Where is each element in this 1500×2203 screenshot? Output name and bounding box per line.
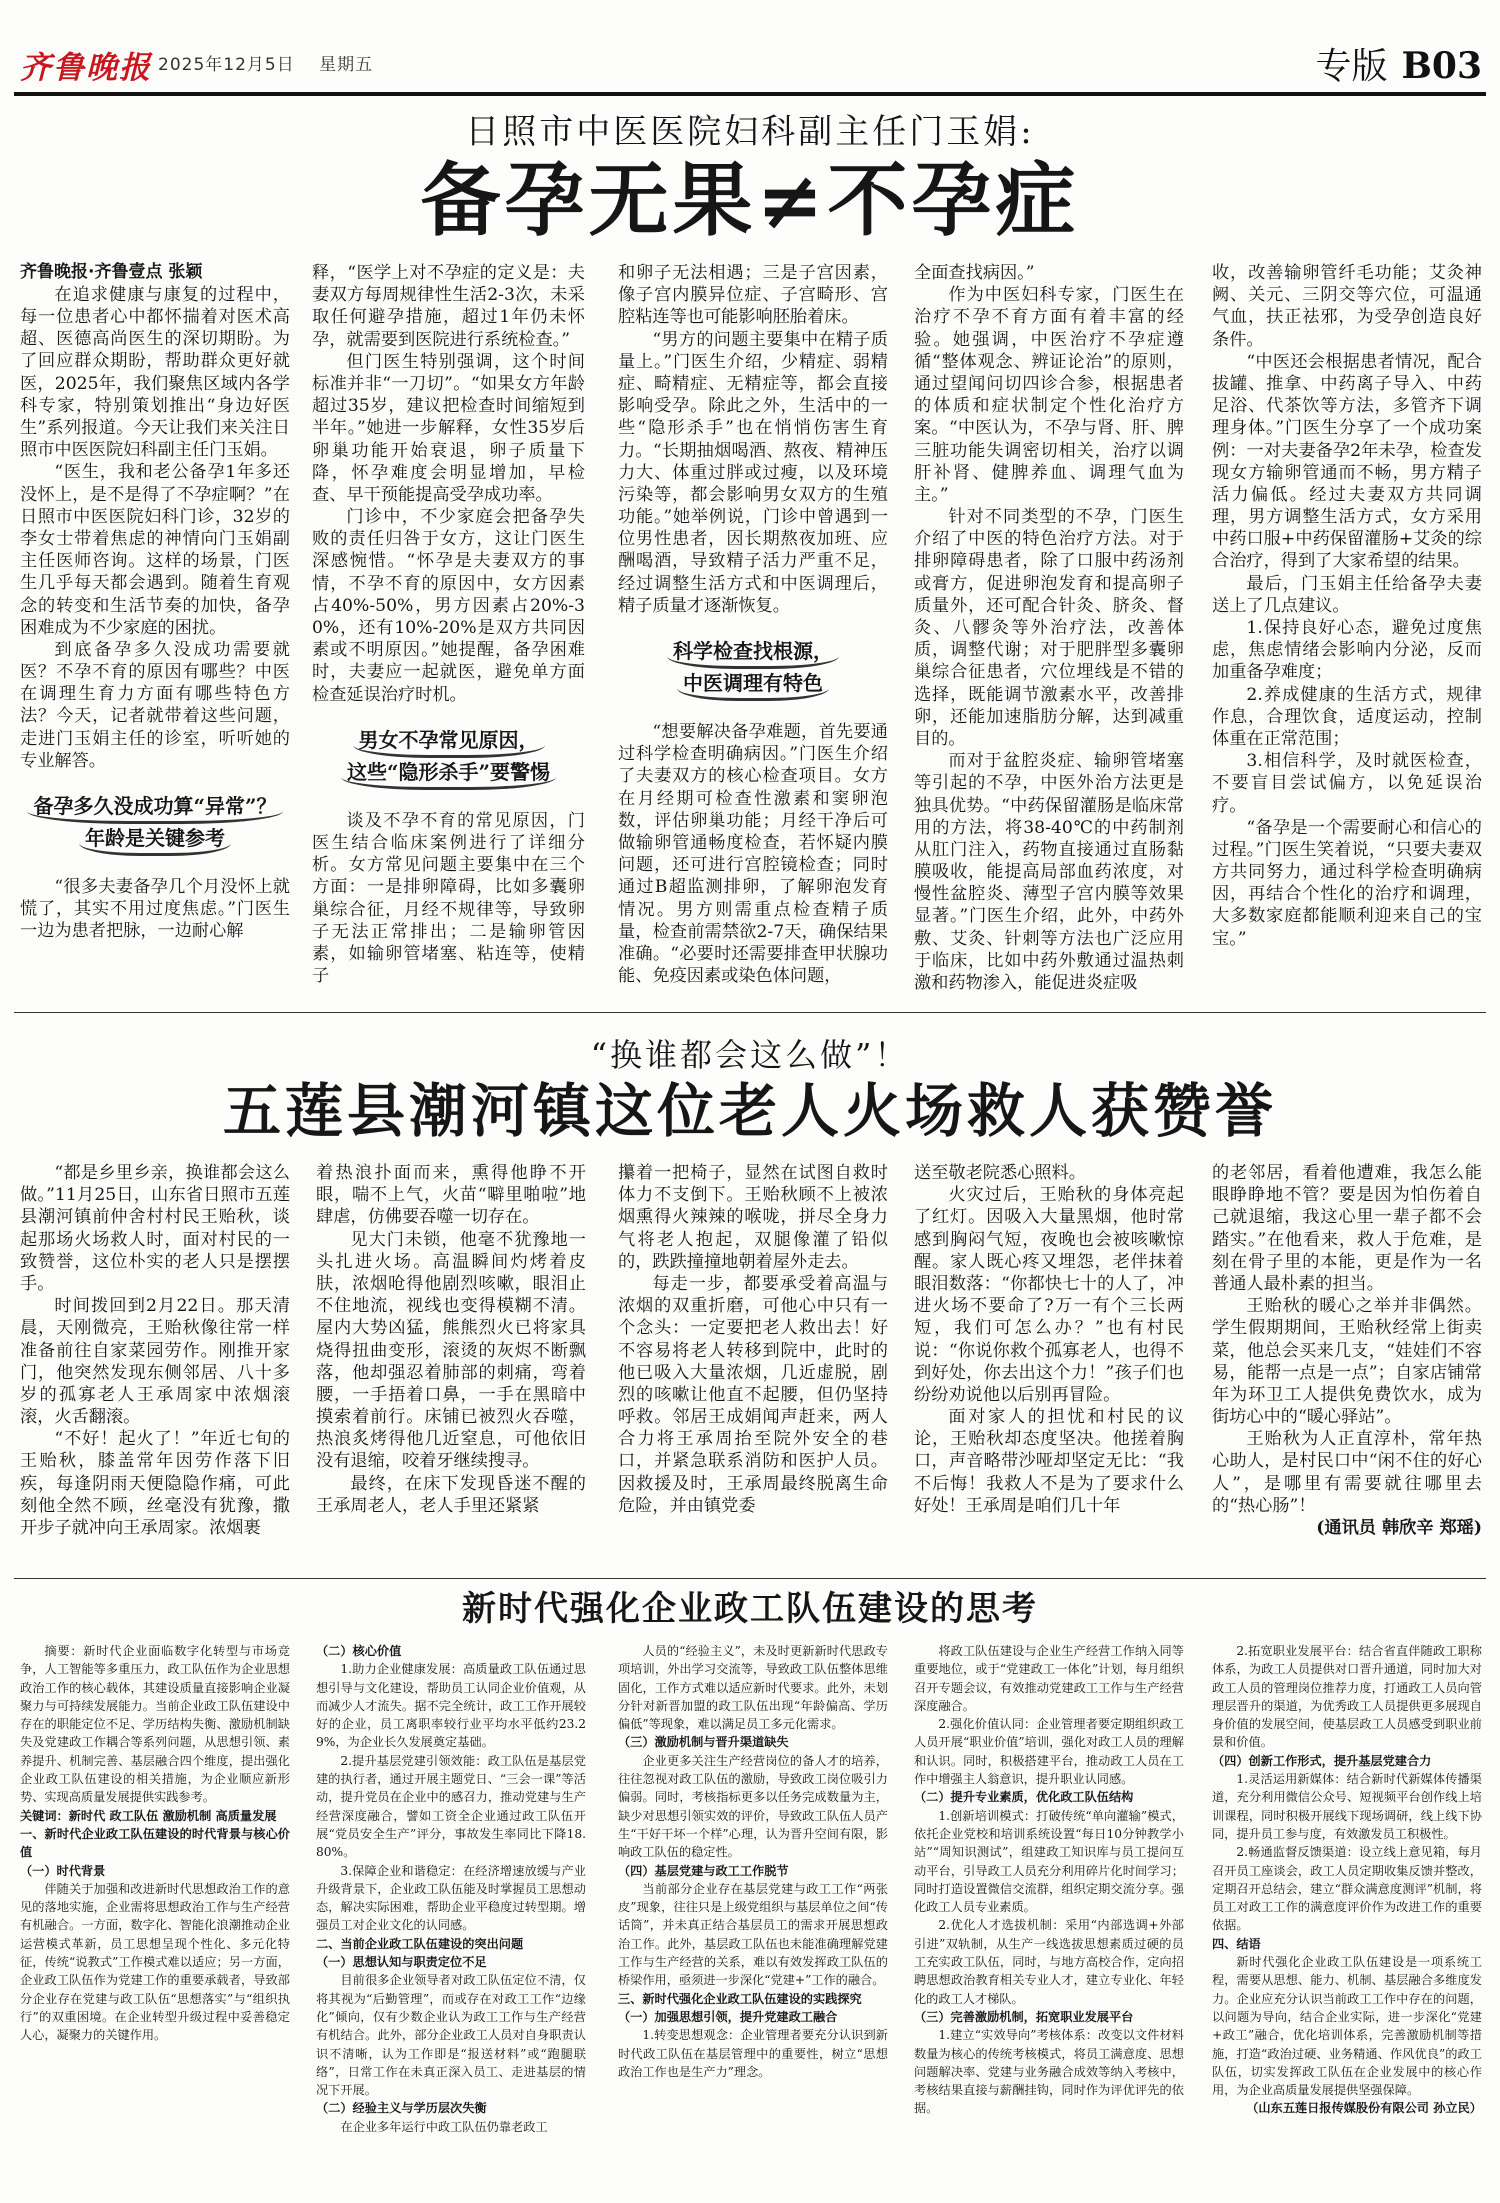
paragraph: 新时代强化企业政工队伍建设是一项系统工程，需要从思想、能力、机制、基层融合多维度发力。企业应充分认识当前政工工作中存在的问题，以问题为导向，结合企业实际，进一步深化“党建+政工”融合，优化培训体系，完善激励机制等措施，打造“政治过硬、业务精通、作风优良”的政工队伍，切实发挥政工队伍在企业发展中的核心作用，为企业高质量发展提供坚强保障。 <box>1212 1955 1482 2098</box>
article3-column-4 <box>914 1642 1184 2192</box>
subhead-line: 中医调理有特色 <box>677 669 829 701</box>
paragraph: 作为中医妇科专家，门医生在治疗不孕不育方面有着丰富的经验。她强调，中医治疗不孕症遵循“整体观念、辨证论治”的原则，通过望闻问切四诊合参，根据患者的体质和症状制定个性化治疗方案。“中医认为，不孕与肾、肝、脾三脏功能失调密切相关，治疗以调肝补肾、健脾养血、调理气血为主。” <box>914 285 1184 505</box>
paragraph: 王贻秋的暖心之举并非偶然。学生假期期间，王贻秋经常上街卖菜，他总会买来几支，“娃娃们不容易，能帮一点是一点”；自家店铺常年为环卫工人提供免费饮水，成为街坊心中的“暖心驿站”。 <box>1212 1296 1482 1428</box>
paragraph: 和卵子无法相遇；三是子宫因素，像子宫内膜异位症、子宫畸形、宫腔粘连等也可能影响胚胎着床。 <box>618 263 888 328</box>
article2-headline: 五莲县潮河镇这位老人火场救人获赞誉 <box>222 1077 1277 1145</box>
paragraph: 2.养成健康的生活方式，规律作息，合理饮食，适度运动，控制体重在正常范围； <box>1212 684 1482 749</box>
paragraph: 1.创新培训模式：打破传统“单向灌输”模式，依托企业党校和培训系统设置“每日10分钟教学小站”“周知识测试”，组建政工知识库与员工提问互动平台，引导政工人员充分利用碎片化时间学习；同时打造设置微信交流群，组织定期交流分享。强化政工人员专业素质。 <box>914 1808 1184 1915</box>
article1-byline: 齐鲁晚报·齐鲁壹点 张颖 <box>20 262 203 282</box>
section-heading: （四）基层党建与政工工作脱节 <box>618 1863 789 1878</box>
paragraph: 1.助力企业健康发展：高质量政工队伍通过思想引导与文化建设，帮助员工认同企业价值观，从而减少人才流失。据不完全统计，政工工作开展较好的企业，员工离职率较行业平均水平低约23.29%，为企业长久发展奠定基础。 <box>316 1662 586 1750</box>
issue-weekday: 星期五 <box>319 55 374 75</box>
subhead-line: 这些“隐形杀手”要警惕 <box>341 758 556 790</box>
section-heading: 三、新时代强化企业政工队伍建设的实践探究 <box>618 1991 862 2006</box>
paragraph: 1.建立“实效导向”考核体系：改变以文件材料数量为核心的传统考核模式，将员工满意度、思想问题解决率、党建与业务融合成效等纳入考核中，考核结果直接与薪酬挂钩，同时作为评优评先的依据。 <box>914 2028 1184 2116</box>
subhead-line: 科学检查找根源， <box>667 637 839 669</box>
article3-column-5 <box>1212 1642 1482 2192</box>
paragraph: 时间拨回到2月22日。那天清晨，天刚微亮，王贻秋像往常一样准备前往自家菜园劳作。刚推开家门，他突然发现东侧邻居、八十多岁的孤寡老人王承周家中浓烟滚滚，火舌翻滚。 <box>20 1296 290 1428</box>
paragraph: “中医还会根据患者情况，配合拔罐、推拿、中药离子导入、中药足浴、代茶饮等方法，多管齐下调理身体。”门医生分享了一个成功案例：一对夫妻备孕2年未孕，检查发现女方输卵管通而不畅，男方精子活力偏低。经过夫妻双方共同调理，男方调整生活方式，女方采用中药口服+中药保留灌肠+艾灸的综合治疗，得到了大家希望的结果。 <box>1212 351 1482 572</box>
paragraph: 全面查找病因。” <box>914 263 1035 283</box>
section-heading: （一）加强思想引领，提升党建政工融合 <box>618 2009 838 2024</box>
article2-column-4 <box>914 1162 1184 1572</box>
article2-column-3 <box>618 1162 888 1572</box>
paragraph: 3.相信科学，及时就医检查，不要盲目尝试偏方，以免延误治疗。 <box>1212 751 1482 816</box>
subhead-line: 男女不孕常见原因， <box>353 726 545 758</box>
article3-headline: 新时代强化企业政工队伍建设的思考 <box>462 1589 1038 1629</box>
section-divider <box>14 1578 1486 1579</box>
section-heading: 四、结语 <box>1212 1936 1261 1951</box>
page-number: B03 <box>1401 45 1482 87</box>
article2-column-1 <box>20 1162 290 1572</box>
paragraph: “都是乡里乡亲，换谁都会这么做。”11月25日，山东省日照市五莲县潮河镇前仲舍村村民王贻秋，谈起那场火场救人时，面对村民的一致赞誉，这位朴实的老人只是摆摆手。 <box>20 1163 290 1294</box>
paragraph: 伴随关于加强和改进新时代思想政治工作的意见的落地实施，企业需将思想政治工作与生产经营有机融合。一方面，数字化、智能化浪潮推动企业运营模式革新，员工思想呈现个性化、多元化特征，传统“说教式”工作模式难以适应；另一方面，企业政工队伍作为党建工作的重要承载者，导致部分企业存在党建与政工队伍“思想落实”与“组织执行”的双重困境。在企业转型升级过程中妥善稳定人心，凝聚力的关键作用。 <box>20 1881 290 2043</box>
article2-column-5 <box>1212 1162 1482 1572</box>
paragraph: 火灾过后，王贻秋的身体亮起了红灯。因吸入大量黑烟，他时常感到胸闷气短，夜晚也会被咳嗽惊醒。家人既心疼又埋怨，老伴抹着眼泪数落：“你都快七十的人了，冲进火场不要命了?万一有个三长两短，我们可怎么办？”也有村民说：“你说你救个孤寡老人，也得不到好处，你去出这个力！”孩子们也纷纷劝说他以后别再冒险。 <box>914 1185 1184 1405</box>
article1-column-1 <box>20 262 290 998</box>
paragraph: “想要解决备孕难题，首先要通过科学检查明确病因。”门医生介绍了夫妻双方的核心检查项目。女方在月经期可检查性激素和窦卵泡数，评估卵巢功能；月经干净后可做输卵管通畅度检查，若怀疑内膜问题，还可进行宫腔镜检查；同时通过B超监测排卵，了解卵泡发育情况。男方则需重点检查精子质量，检查前需禁欲2-7天，确保结果准确。“必要时还需要排查甲状腺功能、免疫因素或染色体问题， <box>618 722 888 987</box>
section-heading: （三）激励机制与晋升渠道缺失 <box>618 1735 789 1750</box>
masthead-info <box>158 50 391 75</box>
paragraph: 王贻秋为人正直淳朴，常年热心助人，是村民口中“闲不住的好心人”，是哪里有需要就往哪里去的“热心肠”！ <box>1212 1429 1482 1516</box>
paragraph: 谈及不孕不育的常见原因，门医生结合临床案例进行了详细分析。女方常见问题主要集中在三个方面：一是排卵障碍，比如多囊卵巢综合征，月经不规律等，导致卵子无法正常排出；二是输卵管因素，如输卵管堵塞、粘连等，使精子 <box>312 810 585 987</box>
article1-column-4 <box>914 262 1184 998</box>
paragraph: 当前部分企业存在基层党建与政工工作“两张皮”现象，往往只是上级党组织与基层单位之间“传话筒”，并未真正结合基层员工的需求开展思想政治工作。此外，基层政工队伍也未能准确理解党建工作与生产经营的关系，难以有效发挥政工队伍的桥梁作用，亟须进一步深化“党建+”工作的融合。 <box>618 1881 888 1988</box>
paragraph: 最终，在床下发现昏迷不醒的王承周老人，老人手里还紧紧 <box>316 1473 586 1516</box>
paragraph: 2.提升基层党建引领效能：政工队伍是基层党建的执行者，通过开展主题党日、“三会一课”等活动，提升党员在企业中的感召力，推动党建与生产经营深度融合，譬如工资全企业通过政工队伍开展“党员安全生产”评分，事故发生率同比下降18.80%。 <box>316 1753 586 1860</box>
paragraph: 2.强化价值认同：企业管理者要定期组织政工人员开展“职业价值”培训，强化对政工人员的理解和认识。同时，积极搭建平台，推动政工人员在工作中增强主人翁意识，提升职业认同感。 <box>914 1717 1184 1787</box>
section-name: 专版 <box>1315 46 1388 87</box>
paragraph: “不好！起火了！”年近七旬的王贻秋，膝盖常年因劳作落下旧疾，每逢阴雨天便隐隐作痛，可此刻他全然不顾，丝毫没有犹豫，撒开步子就冲向王承周家。浓烟裹 <box>20 1429 290 1538</box>
paragraph: 目前很多企业领导者对政工队伍定位不清，仅将其视为“后勤管理”，而或存在对政工工作“边缘化”倾向，仅有少数企业认为政工工作与生产经营有机结合。此外，部分企业政工人员对自身职责认识不清晰，认为工作即是“报送材料”或“跑腿联络”，日常工作在未真正深入员工、走进基层的情况下开展。 <box>316 1973 586 2098</box>
issue-date: 2025年12月5日 <box>158 55 295 75</box>
article2-author: (通讯员 韩欣辛 郑瑶) <box>1316 1518 1482 1538</box>
paragraph: 攥着一把椅子，显然在试图自救时体力不支倒下。王贻秋顾不上被浓烟熏得火辣辣的喉咙，拼尽全身力气将老人抱起，双腿像灌了铅似的，跌跌撞撞地朝着屋外走去。 <box>618 1163 888 1272</box>
paragraph: 3.保障企业和谐稳定：在经济增速放缓与产业升级背景下，企业政工队伍能及时掌握员工思想动态，解决实际困难，帮助企业平稳度过转型期。增强员工对企业文化的认同感。 <box>316 1863 586 1933</box>
article2-column-2 <box>316 1162 586 1572</box>
article3-author: （山东五莲日报传媒股份有限公司 孙立民） <box>1246 2101 1482 2116</box>
newspaper-logo: 齐鲁晚报 <box>20 50 152 86</box>
paragraph: 企业更多关注生产经营岗位的备人才的培养，往往忽视对政工队伍的激励，导致政工岗位吸引力偏弱。同时，考核指标更多以任务完成数量为主，缺少对思想引领实效的评价，导致政工队伍人员产生“干好干坏一个样”心理，认为晋升空间有限，影响政工队伍的稳定性。 <box>618 1753 888 1860</box>
section-heading: （二）核心价值 <box>316 1644 402 1658</box>
paragraph: 摘要：新时代企业面临数字化转型与市场竞争，人工智能等多重压力，政工队伍作为企业思想政治工作的核心载体，其建设质量直接影响企业凝聚力与可持续发展能力。当前企业政工队伍建设中存在的职能定位不足、学历结构失衡、激励机制缺失及党建政工作耦合等系列问题，从思想引领、素养提升、机制完善、基层融合四个维度，提出强化企业政工队伍建设的相关措施，为企业顺应新形势、实现高质量发展提供实践参考。 <box>20 1644 290 1805</box>
paragraph: 人员的“经验主义”，未及时更新新时代思政专项培训，外出学习交流等，导致政工队伍整体思维固化，工作方式难以适应新时代要求。此外，未划分针对新晋加盟的政工队伍出现“年龄偏高、学历偏低”等现象，难以满足员工多元化需求。 <box>618 1644 888 1732</box>
paragraph: 见大门未锁，他毫不犹豫地一头扎进火场。高温瞬间灼烤着皮肤，浓烟呛得他剧烈咳嗽，眼泪止不住地流，视线也变得模糊不清。屋内大势凶猛，熊熊烈火已将家具烧得扭曲变形，滚烫的灰烬不断飘落，他却强忍着肺部的刺痛，弯着腰，一手捂着口鼻，一手在黑暗中摸索着前行。床铺已被烈火吞噬，热浪炙烤得他几近窒息，可他依旧没有退缩，咬着牙继续搜寻。 <box>316 1229 586 1472</box>
article3-column-1 <box>20 1642 290 2192</box>
paragraph: 1.保持良好心态，避免过度焦虑，焦虑情绪会影响内分泌，反而加重备孕难度； <box>1212 618 1482 683</box>
paragraph: 着热浪扑面而来，熏得他睁不开眼，喘不上气，火苗“噼里啪啦”地肆虐，仿佛要吞噬一切存在。 <box>316 1163 586 1228</box>
section-heading: （一）时代背景 <box>20 1863 106 1878</box>
paragraph: 1.转变思想观念：企业管理者要充分认识到新时代政工队伍在基层管理中的重要性，树立“思想政治工作也是生产力”理念。 <box>618 2028 888 2079</box>
article3-column-2 <box>316 1642 586 2192</box>
paragraph: 2.畅通监督反馈渠道：设立线上意见箱，每月召开员工座谈会，政工人员定期收集反馈并整改，定期召开总结会，建立“群众满意度测评”机制，将员工对政工工作的满意度评价作为改进工作的重要依据。 <box>1212 1845 1482 1933</box>
paragraph: 收，改善输卵管纤毛功能；艾灸神阙、关元、三阴交等穴位，可温通气血，扶正祛邪，为受孕创造良好条件。 <box>1212 263 1482 350</box>
paragraph: 到底备孕多久没成功需要就医？不孕不育的原因有哪些？中医在调理生育力方面有哪些特色方法？今天，记者就带着这些问题，走进门玉娟主任的诊室，听听她的专业解答。 <box>20 639 290 771</box>
section-heading: （四）创新工作形式，提升基层党建合力 <box>1212 1753 1432 1768</box>
article1-subhead-2 <box>312 720 585 796</box>
keywords: 关键词：新时代 政工队伍 激励机制 高质量发展 <box>20 1808 277 1823</box>
paragraph: 而对于盆腔炎症、输卵管堵塞等引起的不孕，中医外治方法更是独具优势。“中药保留灌肠是临床常用的方法，将38-40℃的中药制剂从肛门注入，药物直接通过直肠黏膜吸收，能提高局部血药浓度，对慢性盆腔炎、薄型子宫内膜等效果显著。”门医生介绍，此外，中药外敷、艾灸、针刺等方法也广泛应用于临床，比如中药外敷通过温热刺激和药物渗入，能促进炎症吸 <box>914 751 1184 993</box>
section-heading: （二）经验主义与学历层次失衡 <box>316 2101 487 2116</box>
paragraph: 最后，门玉娟主任给备孕夫妻送上了几点建议。 <box>1212 573 1482 616</box>
section-heading: （二）提升专业素质，优化政工队伍结构 <box>914 1790 1134 1805</box>
paragraph: “备孕是一个需要耐心和信心的过程。”门医生笑着说，“只要夫妻双方共同努力，通过科学检查明确病因，再结合个性化的治疗和调理，大多数家庭都能顺利迎来自己的宝宝。” <box>1212 817 1482 949</box>
paragraph: 针对不同类型的不孕，门医生介绍了中医的特色治疗方法。对于排卵障碍患者，除了口服中药汤剂或膏方，促进卵泡发育和提高卵子质量外，还可配合针灸、脐灸、督灸、八髎灸等外治疗法，改善体质，调整代谢；对于肥胖型多囊卵巢综合征患者，穴位埋线是不错的选择，既能调节激素水平，改善排卵，还能加速脂肪分解，达到减重目的。 <box>914 507 1184 749</box>
paragraph: “男方的问题主要集中在精子质量上。”门医生介绍，少精症、弱精症、畸精症、无精症等，都会直接影响受孕。除此之外，生活中的一些“隐形杀手”也在悄悄伤害生育力。“长期抽烟喝酒、熬夜、精神压力大、体重过胖或过瘦，以及环境污染等，都会影响男女双方的生殖功能。”她举例说，门诊中曾遇到一位男性患者，因长期熬夜加班、应酬喝酒，导致精子活力严重不足，经过调整生活方式和中医调理后，精子质量才逐渐恢复。 <box>618 329 888 616</box>
article1-kicker: 日照市中医医院妇科副主任门玉娟: <box>465 112 1035 152</box>
article2-kicker: “换谁都会这么做”！ <box>590 1036 910 1074</box>
paragraph: 但门医生特别强调，这个时间标准并非“一刀切”。“如果女方年龄超过35岁，建议把检查时间缩短到半年。”她进一步解释，女性35岁后卵巢功能开始衰退，卵子质量下降，怀孕难度会明显增加，早检查、早干预能提高受孕成功率。 <box>312 351 585 505</box>
section-divider <box>14 1012 1486 1013</box>
article1-column-3 <box>618 262 888 998</box>
subhead-line: 备孕多久没成功算“异常”？ <box>27 792 282 824</box>
paragraph: 的老邻居，看着他遭难，我怎么能眼睁睁地不管？要是因为怕伤着自己就退缩，我这心里一辈子都不会踏实。”在他看来，救人于危难，是刻在骨子里的本能，更是作为一名普通人最朴素的担当。 <box>1212 1163 1482 1294</box>
paragraph: “很多夫妻备孕几个月没怀上就慌了，其实不用过度焦虑。”门医生一边为患者把脉，一边耐心解 <box>20 877 290 942</box>
masthead-rule <box>14 92 1486 96</box>
subhead-line: 年龄是关键参考 <box>79 824 231 856</box>
paragraph: 面对家人的担忧和村民的议论，王贻秋却态度坚决。他搓着胸口，声音略带沙哑却坚定无比：“我不后悔！我救人不是为了要求什么好处！王承周是咱们几十年 <box>914 1407 1184 1516</box>
paragraph: 在企业多年运行中政工队伍仍靠老政工 <box>340 2119 548 2134</box>
paragraph: 将政工队伍建设与企业生产经营工作纳入同等重要地位，或于“党建政工一体化”计划，每月组织召开专题会议，有效推动党建政工工作与生产经营深度融合。 <box>914 1644 1184 1713</box>
article1-column-5 <box>1212 262 1482 998</box>
article1-subhead-1 <box>20 786 290 862</box>
article1-column-2 <box>312 262 585 998</box>
paragraph: 送至敬老院悉心照料。 <box>914 1163 1086 1183</box>
section-heading: （一）思想认知与职责定位不足 <box>316 1955 487 1970</box>
section-heading: 二、当前企业政工队伍建设的突出问题 <box>316 1936 524 1951</box>
paragraph: 释，“医学上对不孕症的定义是：夫妻双方每周规律性生活2-3次，未采取任何避孕措施，超过1年仍未怀孕，就需要到医院进行系统检查。” <box>312 263 585 350</box>
paragraph: 每走一步，都要承受着高温与浓烟的双重折磨，可他心中只有一个念头：一定要把老人救出去！好不容易将老人转移到院中，此时的他已吸入大量浓烟，几近虚脱，剧烈的咳嗽让他直不起腰，但仍坚持呼救。邻居王成娟闻声赶来，两人合力将王承周抬至院外安全的巷口，并紧急联系消防和医护人员。因救援及时，王承周最终脱离生命危险，并由镇党委 <box>618 1273 888 1516</box>
paragraph: 2.拓宽职业发展平台：结合省直伴随政工职称体系，为政工人员提供对口晋升通道，同时加大对政工人员的管理岗位推荐力度，打通政工人员向管理层晋升的渠道，为优秀政工人员提供更多展现自身价值的发展空间，使基层政工人员感受到职业前景和价值。 <box>1212 1644 1482 1750</box>
section-heading: （三）完善激励机制，拓宽职业发展平台 <box>914 2009 1134 2024</box>
paragraph: 门诊中，不少家庭会把备孕失败的责任归咎于女方，这让门医生深感惋惜。“怀孕是夫妻双方的事情，不孕不育的原因中，女方因素占40%-50%，男方因素占20%-30%，还有10%-20%是双方共同因素或不明原因。”她提醒，备孕困难时，夫妻应一起就医，避免单方面检查延误治疗时机。 <box>312 507 585 705</box>
article3-column-3 <box>618 1642 888 2192</box>
paragraph: “医生，我和老公备孕1年多还没怀上，是不是得了不孕症啊？”在日照市中医医院妇科门诊，32岁的李女士带着焦虑的神情向门玉娟副主任医师咨询。这样的场景，门医生几乎每天都会遇到。随着生育观念的转变和生活节奏的加快，备孕困难成为不少家庭的困扰。 <box>20 462 290 638</box>
paragraph: 2.优化人才选拔机制：采用“内部选调+外部引进”双轨制，从生产一线选拔思想素质过硬的员工充实政工队伍，同时，与地方高校合作，定向招聘思想政治教育相关专业人才，建立专业化、年轻化的政工人才梯队。 <box>914 1918 1184 2006</box>
article1-headline: 备孕无果≠不孕症 <box>420 153 1080 247</box>
paragraph: 在追求健康与康复的过程中，每一位患者心中都怀揣着对医术高超、医德高尚医生的深切期盼。为了回应群众期盼，帮助群众更好就医，2025年，我们聚焦区域内各学科专家，特别策划推出“身边好医生”系列报道。今天让我们来关注日照市中医医院妇科副主任门玉娟。 <box>20 284 290 461</box>
paragraph: 1.灵活运用新媒体：结合新时代新媒体传播渠道，充分利用微信公众号、短视频平台创作线上培训课程，同时积极开展线下现场调研，线上线下协同，提升员工参与度，有效激发员工积极性。 <box>1212 1772 1482 1841</box>
section-tag <box>1315 38 1482 89</box>
article1-subhead-3 <box>618 631 888 707</box>
section-heading: 一、新时代企业政工队伍建设的时代背景与核心价值 <box>20 1826 290 1860</box>
